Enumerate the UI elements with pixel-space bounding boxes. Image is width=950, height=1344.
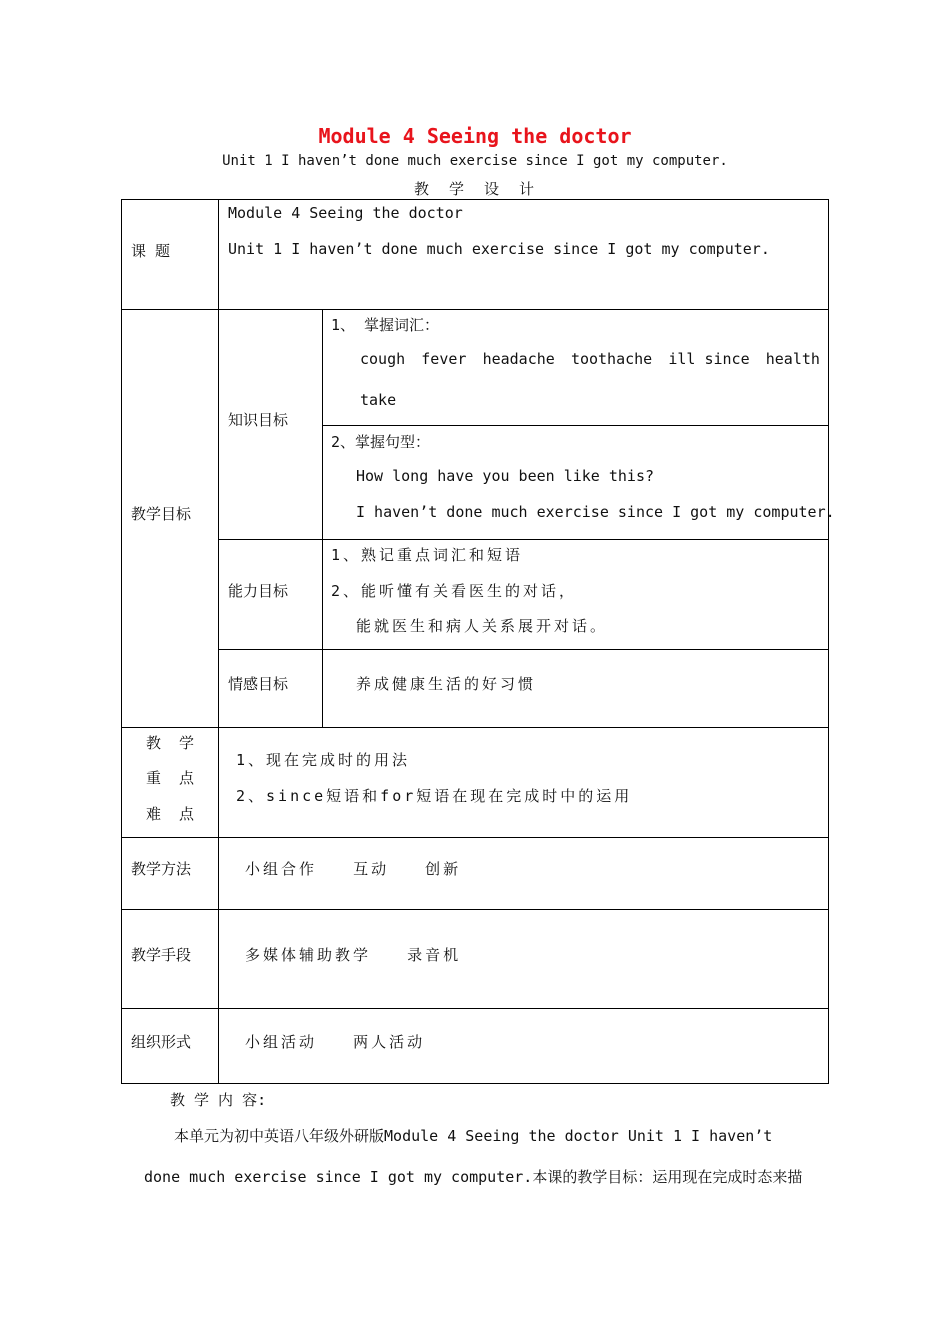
topic-line1: Module 4 Seeing the doctor bbox=[228, 204, 463, 222]
keypoints-item-2: 2、since短语和for短语在现在完成时中的运用 bbox=[236, 787, 633, 805]
vocab-heading: 1、 掌握词汇： bbox=[331, 316, 440, 334]
topic-label: 课 题 bbox=[131, 242, 171, 260]
page-title: Module 4 Seeing the doctor bbox=[318, 124, 632, 148]
organization-text: 小组活动 两人活动 bbox=[245, 1033, 426, 1051]
keypoints-label-2: 重 点 bbox=[146, 769, 195, 787]
objectives-label: 教学目标 bbox=[131, 505, 192, 523]
vocab-word: cough bbox=[360, 350, 406, 368]
vocab-word-list bbox=[360, 350, 820, 368]
sentence-heading: 2、掌握句型： bbox=[331, 433, 431, 451]
emotion-label: 情感目标 bbox=[228, 675, 289, 693]
content-heading: 教 学 内 容: bbox=[170, 1091, 267, 1109]
knowledge-label: 知识目标 bbox=[228, 411, 289, 429]
sentence-2: I haven’t done much exercise since I got my computer. bbox=[356, 503, 835, 521]
ability-item-2: 2、能听懂有关看医生的对话， bbox=[331, 582, 578, 600]
vocab-word: ill since bbox=[668, 350, 750, 368]
ability-item-3: 能就医生和病人关系展开对话。 bbox=[356, 617, 609, 635]
ability-item-1: 1、熟记重点词汇和短语 bbox=[331, 546, 524, 564]
content-paragraph-line-1: 本单元为初中英语八年级外研版Module 4 Seeing the doctor Unit 1 I haven’t bbox=[174, 1127, 773, 1145]
design-label: 教学设计 bbox=[413, 180, 554, 198]
content-paragraph-line-2: done much exercise since I got my computer.本课的教学目标：运用现在完成时态来描 bbox=[144, 1168, 803, 1186]
keypoints-label-1: 教 学 bbox=[146, 734, 195, 752]
organization-label: 组织形式 bbox=[131, 1033, 192, 1051]
topic-line2: Unit 1 I haven’t done much exercise since I got my computer. bbox=[228, 240, 770, 258]
page-subtitle: Unit 1 I haven’t done much exercise since I got my computer. bbox=[222, 153, 728, 169]
method-label: 教学方法 bbox=[131, 860, 192, 878]
vocab-word: health bbox=[765, 350, 820, 368]
means-text: 多媒体辅助教学 录音机 bbox=[245, 946, 462, 964]
emotion-text: 养成健康生活的好习惯 bbox=[356, 675, 537, 693]
keypoints-item-1: 1、现在完成时的用法 bbox=[236, 751, 411, 769]
method-text: 小组合作 互动 创新 bbox=[245, 860, 462, 878]
means-label: 教学手段 bbox=[131, 946, 192, 964]
keypoints-label-3: 难 点 bbox=[146, 805, 195, 823]
vocab-word: toothache bbox=[570, 350, 653, 368]
sentence-1: How long have you been like this? bbox=[356, 467, 655, 485]
vocab-word: fever bbox=[421, 350, 467, 368]
vocab-word: headache bbox=[482, 350, 555, 368]
ability-label: 能力目标 bbox=[228, 582, 289, 600]
vocab-word-last: take bbox=[360, 391, 397, 409]
